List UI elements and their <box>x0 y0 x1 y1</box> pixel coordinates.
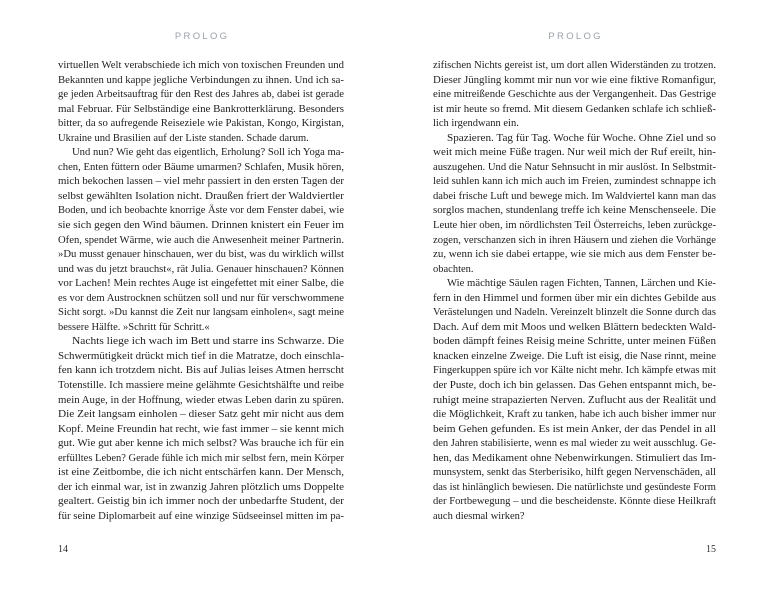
text-line: hen, das Medikament ohne Nebenwirkungen. Stimuliert das Im- <box>433 452 716 464</box>
text-line: fern in den Himmel und formen über mir ein dichtes Gebilde aus <box>433 292 716 304</box>
page-left <box>58 0 344 600</box>
text-line: eine mitreißende Geschichte aus der Vergangenheit. Das Gestrige <box>433 89 716 101</box>
text-line: Fingerkuppen spüre ich vor Kälte nicht mehr. Ich kämpfe etwas mit <box>433 365 716 377</box>
text-block-right <box>433 57 716 523</box>
text-line: Boden, und ich beobachte knorrige Äste vor dem Fenster dabei, wie <box>58 205 344 217</box>
text-line: erfülltes Leben? Gerade fühle ich mich mir selbst fern, mein Körper <box>58 452 344 464</box>
text-line: Nachts liege ich wach im Bett und starre ins Schwarze. Die <box>72 336 344 348</box>
text-line: »Du musst genauer hinschauen, wer du bist, was du wirklich willst <box>58 249 344 261</box>
text-line: ruhigt meine strapazierten Nerven. Zuflucht aus der Realität und <box>433 394 716 406</box>
text-line: Ofen, spendet Wärme, wie auch die Anwesenheit meiner Partnerin. <box>58 234 344 246</box>
text-line: es vor dem Austrocknen schützen soll und nur für verschwommene <box>58 292 344 304</box>
text-line: zu, wenn ich sie dabei ertappe, wie sie mich aus dem Fenster be- <box>433 249 716 261</box>
text-line: obachten. <box>433 263 474 275</box>
text-line: sie sich gegen den Wind bäumen. Drinnen knistert ein Feuer im <box>58 220 344 232</box>
page-number-right: 15 <box>706 544 716 555</box>
running-header-right: PROLOG <box>548 31 603 42</box>
text-line: ist mir heute so fremd. Mit diesem Gedanken schlafe ich schließ- <box>433 103 716 115</box>
text-line: auch diesmal wirken? <box>433 510 525 522</box>
text-line: ge jeden Arbeitsauftrag für den Rest des Jahres ab, dabei ist gerade <box>58 89 344 101</box>
text-line: der Puste, doch ich bin gelassen. Das Gehen entspannt mich, be- <box>433 380 716 392</box>
text-line: boden dämpft feines Reisig meine Schritte, unter meinen Füßen <box>433 336 716 348</box>
text-line: knacken einzelne Zweige. Die Luft ist eisig, die Nase rinnt, meine <box>433 350 716 362</box>
text-line: virtuellen Welt verabschiede ich mich von toxischen Freunden und <box>58 60 344 71</box>
running-header-left: PROLOG <box>174 31 230 42</box>
text-line: bessere Hälfte. »Schritt für Schritt.« <box>58 321 210 333</box>
text-line: und was du jetzt brauchst«, rät Julia. Genauer hinschauen? Können <box>58 263 344 275</box>
text-line: chen, Enten füttern oder Bäume umarmen? Schlafen, Musik hören, <box>58 161 344 173</box>
text-line: munsystem, senkt das Sterberisiko, hilft gegen Nervenschäden, all <box>433 467 716 479</box>
text-line: zifischen Nichts gereist ist, um dort allen Widerständen zu trotzen. <box>433 60 716 71</box>
text-line: Schwermütigkeit drückt mich tief in die Matratze, doch einschla- <box>58 350 344 362</box>
text-line: Sicht sorgt. »Du kannst die Zeit nur langsam einholen«, sagt meine <box>58 307 344 319</box>
text-line: zogen, verschanzen sich in ihren Häusern und ziehen die Vorhänge <box>433 234 716 246</box>
text-line: selbst gewählten Isolation nicht. Draußen friert der Waldviertler <box>58 190 344 202</box>
text-line: Die Zeit langsam einholen – dieser Satz geht mir nicht aus dem <box>58 409 344 421</box>
page-number-left: 14 <box>58 544 68 555</box>
text-line: Dach. Auf dem mit Moos und welken Blättern bedeckten Wald- <box>433 321 716 333</box>
text-line: Ukraine und Brasilien auf der Liste standen. Schade darum. <box>58 132 309 144</box>
text-line: mal Februar. Für Selbständige eine Bankrotterklärung. Besonders <box>58 103 344 115</box>
text-block-left <box>58 57 344 523</box>
text-line: sorglos machen, stundenlang treffe ich keine Menschenseele. Die <box>433 205 716 217</box>
text-line: auszugehen. Und die Natur Sehnsucht in mir auslöst. In Selbstmit- <box>433 161 716 173</box>
text-line: gealtert. Geistig bin ich immer noch der unbedarfte Student, der <box>58 496 344 508</box>
text-line: der ich einmal war, ist in zwanzig Jahren plötzlich ums Doppelte <box>58 481 344 493</box>
text-line: gut. Wie gut aber kenne ich mich selbst? Was brauche ich für ein <box>58 438 344 450</box>
text-line: ist eine Zeitbombe, die ich nicht entschärfen kann. Der Mensch, <box>58 467 344 479</box>
text-line: vor Lachen! Mein rechtes Auge ist eingefettet mit einer Salbe, die <box>58 278 344 290</box>
text-line: bitter, da so aufregende Reiseziele wie Pakistan, Kongo, Kirgistan, <box>58 118 344 130</box>
text-line: beim Gehen gefunden. Es ist mein Anker, der das Pendel in all <box>433 423 716 435</box>
text-line: mein Auge, in der Hoffnung, wieder etwas Leben darin zu spüren. <box>58 394 344 406</box>
text-line: für seine Diplomarbeit auf eine winzige Südseeinsel mitten im pa- <box>58 510 344 522</box>
text-line: Leute hier oben, im nördlichsten Teil Österreichs, leben zurückge- <box>433 220 716 232</box>
text-line: mich bekochen lassen – viel mehr passiert in den ersten Tagen der <box>58 176 344 188</box>
text-line: lich irgendwann ein. <box>433 118 519 130</box>
text-line: dabei frische Luft und bewege mich. Im Waldviertel kann man das <box>433 190 716 202</box>
text-line: das ist hinlänglich bewiesen. Die natürlichste und gesündeste Form <box>433 481 716 493</box>
text-line: weit mich meine Füße tragen. Nur weil mich der Ruf ereilt, hin- <box>433 147 716 159</box>
text-line: Und nun? Wie geht das eigentlich, Erholung? Soll ich Yoga ma- <box>72 147 344 159</box>
text-line: Dieser Jüngling kommt mir nun vor wie eine fiktive Romanfigur, <box>433 74 716 86</box>
text-line: der Fortbewegung – und die bescheidenste. Könnte diese Heilkraft <box>433 496 716 508</box>
text-line: die Möglichkeit, Kraft zu tanken, habe ich auch bisher immer nur <box>433 409 716 421</box>
text-line: Totenstille. Ich massiere meine gelähmte Gesichtshälfte und reibe <box>58 380 344 392</box>
text-line: Wie mächtige Säulen ragen Fichten, Tannen, Lärchen und Kie- <box>447 278 716 290</box>
text-line: fen kann ich trotzdem nicht. Bis auf Julias leises Atmen herrscht <box>58 365 344 377</box>
text-line: Kopf. Meine Freundin hat recht, wie fast immer – sie kennt mich <box>58 423 344 435</box>
text-line: Spazieren. Tag für Tag. Woche für Woche. Ohne Ziel und so <box>447 132 716 144</box>
text-line: den Jahren stabilisierte, wenn es mal wieder zu weit ausschlug. Ge- <box>433 438 716 450</box>
page-right <box>433 0 716 600</box>
text-line: leid suhlen kann ich mich auch im Freien, zumindest schnappe ich <box>433 176 716 188</box>
text-line: Verästelungen und Nadeln. Vereinzelt blinzelt die Sonne durch das <box>433 307 716 319</box>
text-line: Bekannten und kappe jegliche Verbindungen zu ihnen. Und ich sa- <box>58 74 344 86</box>
